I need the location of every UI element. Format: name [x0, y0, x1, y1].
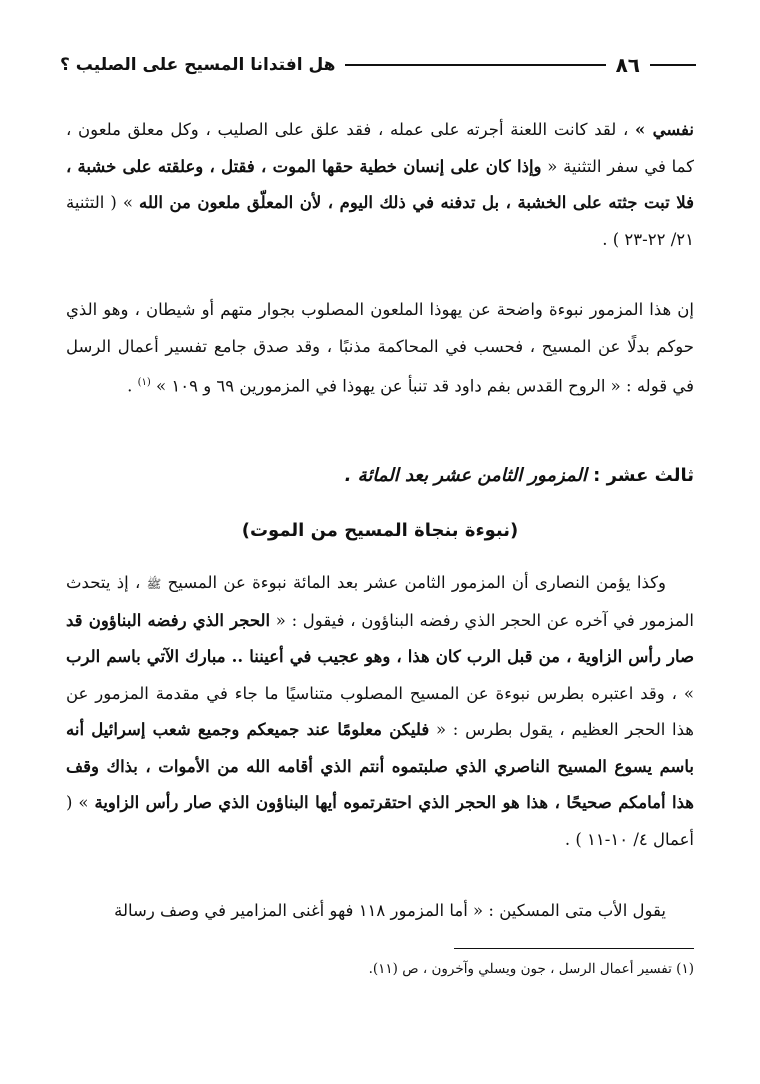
psalm-quote: الحجر الذي رفضه البناؤون قد صار رأس الزاوية ، من قبل الرب كان هذا ، وهو عجيب في أعيننا .. مبارك الآتي باسم الرب	[66, 610, 694, 666]
deuteronomy-reference: » ( التثنية ٢١/ ٢٢-٢٣ ) .	[66, 193, 694, 249]
acts-reference: » ( أعمال ٤/ ١٠-١١ ) .	[66, 793, 694, 849]
section-heading-label: ثالث عشر :	[586, 465, 694, 486]
footnote-ref: (١)	[137, 377, 151, 388]
honorific-glyph: ﷺ	[146, 577, 162, 591]
paragraph-2-text: إن هذا المزمور نبوءة واضحة عن يهوذا الملعون المصلوب بجوار متهم أو شيطان ، وهو الذي حوكم بدلًا عن المسيح ، فحسب في المحاكمة مذنبًا ، وقد صدق جامع تفسير أعمال الرسل في قوله : « الروح القدس بفم داود قد تنبأ عن يهوذا في المزمورين ٦٩ و ١٠٩ »	[66, 300, 694, 396]
header-rule-long	[345, 64, 605, 66]
peter-quote: فليكن معلومًا عند جميعكم وجميع شعب إسرائيل أنه باسم يسوع المسيح الناصري الذي صلبتموه أنتم الذي أقامه الله من الأموات ، بذاك وقف هذا أمامكم صحيحًا ، هذا هو الحجر الذي احتقرتموه أيها البناؤون الذي صار رأس الزاوية	[66, 720, 694, 812]
paragraph-2-end: .	[127, 376, 138, 396]
paragraph-1	[66, 112, 694, 258]
paragraph-4-text: يقول الأب متى المسكين : « أما المزمور ١١٨ فهو أغنى المزامير في وصف رسالة	[114, 901, 666, 920]
footnote-rule	[454, 948, 694, 949]
footnote: (١) تفسير أعمال الرسل ، جون ويسلي وآخرون ، ص (١١).	[368, 961, 694, 977]
paragraph-3-text-a: وكذا يؤمن النصارى أن المزمور الثامن عشر بعد المائة نبوءة عن المسيح	[161, 573, 666, 592]
deuteronomy-quote: وإذا كان على إنسان خطية حقها الموت ، فقتل ، وعلقته على خشبة ، فلا تبت جثته على الخشبة ، بل تدفنه في ذلك اليوم ، لأن المعلّق ملعون من الله	[66, 156, 694, 212]
page-number: ٨٦	[615, 53, 640, 77]
paragraph-4	[66, 893, 694, 930]
page-header	[60, 50, 696, 80]
paragraph-2	[66, 292, 694, 405]
paragraph-3-text-c: » ، وقد اعتبره بطرس نبوءة عن المسيح المصلوب متناسيًا ما جاء في مقدمة المزمور عن هذا الحجر العظيم ، يقول بطرس : «	[66, 683, 694, 739]
section-subheading: (نبوءة بنجاة المسيح من الموت)	[241, 520, 519, 541]
section-heading-title: المزمور الثامن عشر بعد المائة .	[344, 465, 587, 486]
paragraph-3-text-b: ، إذ يتحدث المزمور في آخره عن الحجر الذي رفضه البناؤون ، فيقول : «	[66, 573, 694, 630]
running-title: هل افتدانا المسيح على الصليب ؟	[60, 55, 336, 75]
quote-end-bold: نفسي »	[635, 120, 694, 139]
header-rule-short	[650, 64, 696, 66]
paragraph-3	[66, 565, 694, 858]
section-heading	[345, 465, 694, 486]
paragraph-1-text: ، لقد كانت اللعنة أجرته على عمله ، فقد علق على الصليب ، وكل معلق ملعون ، كما في سفر التثنية «	[66, 120, 694, 176]
